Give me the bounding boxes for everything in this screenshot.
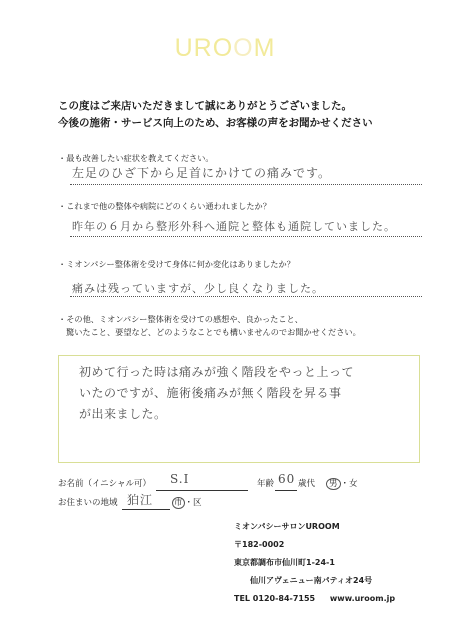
company-address-2: 仙川アヴェニュー南パティオ24号	[250, 576, 373, 585]
question-3: ・ミオンパシー整体術を受けて身体に何か変化はありましたか？	[58, 259, 295, 269]
intro-text	[58, 98, 373, 132]
question-4	[58, 313, 361, 339]
gender-separator: ・	[340, 479, 350, 489]
company-name: ミオンパシーサロンUROOM	[234, 522, 340, 531]
answer-2-line	[70, 236, 422, 237]
area-label: お住まいの地域	[58, 498, 118, 508]
gender-male: 男	[326, 478, 341, 490]
question-4-line-1: ・その他、ミオンパシー整体術を受けての感想や、良かったこと、	[58, 314, 303, 324]
comment-box	[58, 355, 420, 463]
answer-1: 左足のひざ下から足首にかけての痛みです。	[72, 166, 332, 180]
area-underline	[122, 509, 170, 510]
age-unit: 歳代	[298, 479, 316, 489]
age-label: 年齢	[257, 479, 275, 489]
ku-option: ・区	[184, 498, 202, 508]
question-1: ・最も改善したい症状を教えてください。	[58, 153, 214, 163]
gender-female: 女	[349, 479, 358, 489]
company-web: www.uroom.jp	[329, 594, 396, 603]
company-tel: TEL 0120-84-7155	[234, 594, 316, 603]
logo: UROOM	[174, 34, 276, 62]
company-address-1: 東京都調布市仙川町1-24-1	[234, 558, 335, 567]
name-label: お名前（イニシャル可）	[58, 479, 151, 489]
age-underline	[275, 490, 297, 491]
answer-2: 昨年の６月から整形外科へ通院と整体も通院していました。	[72, 220, 396, 233]
company-postal: 〒182-0002	[234, 540, 285, 549]
answer-3: 痛みは残っていますが、少し良くなりました。	[72, 282, 324, 295]
gender-options	[326, 477, 358, 489]
name-underline	[156, 490, 248, 491]
comment-line-2: いたのですが、施術後痛みが無く階段を昇る事	[79, 386, 342, 400]
city-option: 市	[174, 498, 183, 508]
comment-line-1: 初めて行った時は痛みが強く階段をやっと上って	[79, 365, 355, 379]
name-value: S.I	[170, 472, 190, 486]
city-options	[172, 496, 202, 508]
intro-line-1: この度はご来店いただきまして誠にありがとうございました。	[58, 100, 352, 112]
intro-line-2: 今後の施術・サービス向上のため、お客様の声をお聞かせください	[58, 117, 373, 129]
age-value: 60	[278, 472, 296, 486]
comment-line-3: が出来ました。	[79, 407, 167, 421]
answer-1-line	[70, 184, 422, 185]
question-2: ・これまで他の整体や病院にどのくらい通われましたか？	[58, 201, 271, 211]
area-value: 狛江	[127, 493, 154, 507]
company-info	[234, 518, 395, 608]
company-contact	[234, 590, 395, 608]
comment-answer	[79, 362, 354, 425]
answer-3-line	[70, 296, 422, 297]
question-4-line-2: 驚いたこと、要望など、どのようなことでも構いませんのでお聞かせください。	[66, 327, 361, 337]
